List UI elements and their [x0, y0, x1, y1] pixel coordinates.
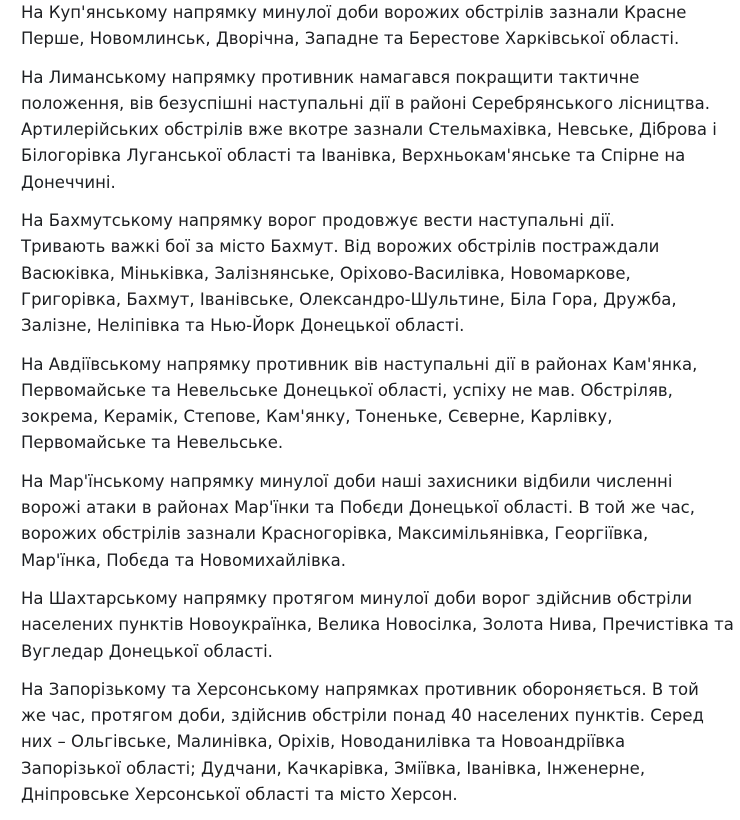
text-line: них – Ольгівське, Малинівка, Оріхів, Новоданилівка та Новоандріївка: [21, 732, 626, 752]
paragraph-zaporizhzhia-kherson: [21, 677, 733, 808]
text-line: Білогорівка Луганської області та Іванівка, Верхньокам'янське та Спірне на: [21, 146, 686, 166]
paragraph-shakhtarsk: [21, 586, 733, 665]
post-text: [21, 0, 733, 820]
text-line: же час, протягом доби, здійснив обстріли понад 40 населених пунктів. Серед: [21, 706, 704, 726]
text-line: Дніпровське Херсонської області та місто Херсон.: [21, 785, 458, 805]
text-line: ворожих обстрілів зазнали Красногорівка, Максимільянівка, Георгіївка,: [21, 524, 649, 544]
text-line: Васюківка, Міньківка, Залізнянське, Оріхово-Василівка, Новомаркове,: [21, 263, 631, 283]
text-line: Григорівка, Бахмут, Іванівське, Олександро-Шультине, Біла Гора, Дружба,: [21, 289, 677, 309]
text-line: На Авдіївському напрямку противник вів наступальні дії в районах Кам'янка,: [21, 354, 698, 374]
text-line: положення, вів безуспішні наступальні дії в районі Серебрянського лісництва.: [21, 93, 710, 113]
text-line: На Шахтарському напрямку протягом минулої доби ворог здійснив обстріли: [21, 588, 693, 608]
paragraph-marinka: [21, 469, 733, 574]
text-line: Первомайське та Невельське.: [21, 433, 284, 453]
text-line: Перше, Новомлинськ, Дворічна, Западне та Берестове Харківської області.: [21, 29, 680, 49]
text-line: На Куп'янському напрямку минулої доби ворожих обстрілів зазнали Красне: [21, 3, 687, 22]
text-line: Вугледар Донецької області.: [21, 641, 273, 661]
text-line: Залізне, Неліпівка та Нью-Йорк Донецької області.: [21, 316, 465, 336]
text-line: На Мар'їнському напрямку минулої доби наші захисники відбили численні: [21, 471, 673, 491]
text-line: Первомайське та Невельське Донецької області, успіху не мав. Обстріляв,: [21, 380, 673, 400]
text-line: Мар'їнка, Побєда та Новомихайлівка.: [21, 550, 347, 570]
text-line: Тривають важкі бої за місто Бахмут. Від ворожих обстрілів постраждали: [21, 237, 660, 257]
text-line: зокрема, Керамік, Степове, Кам'янку, Тоненьке, Сєверне, Карлівку,: [21, 407, 613, 427]
text-line: На Запорізькому та Херсонському напрямках противник обороняється. В той: [21, 679, 699, 699]
paragraph-kupiansk: [21, 0, 733, 53]
text-line: Запорізької області; Дудчани, Качкарівка, Зміївка, Іванівка, Інженерне,: [21, 758, 646, 778]
paragraph-bakhmut: [21, 208, 733, 339]
text-line: Артилерійських обстрілів вже вкотре зазнали Стельмахівка, Невське, Діброва і: [21, 120, 717, 140]
text-line: На Лиманському напрямку противник намагався покращити тактичне: [21, 67, 640, 87]
text-line: Донеччині.: [21, 172, 116, 192]
paragraph-lyman: [21, 65, 733, 196]
text-line: населених пунктів Новоукраїнка, Велика Новосілка, Золота Нива, Пречистівка та: [21, 615, 734, 635]
text-line: ворожі атаки в районах Мар'їнки та Побєди Донецької області. В той же час,: [21, 498, 696, 518]
text-line: На Бахмутському напрямку ворог продовжує вести наступальні дії.: [21, 211, 615, 231]
paragraph-avdiivka: [21, 352, 733, 457]
